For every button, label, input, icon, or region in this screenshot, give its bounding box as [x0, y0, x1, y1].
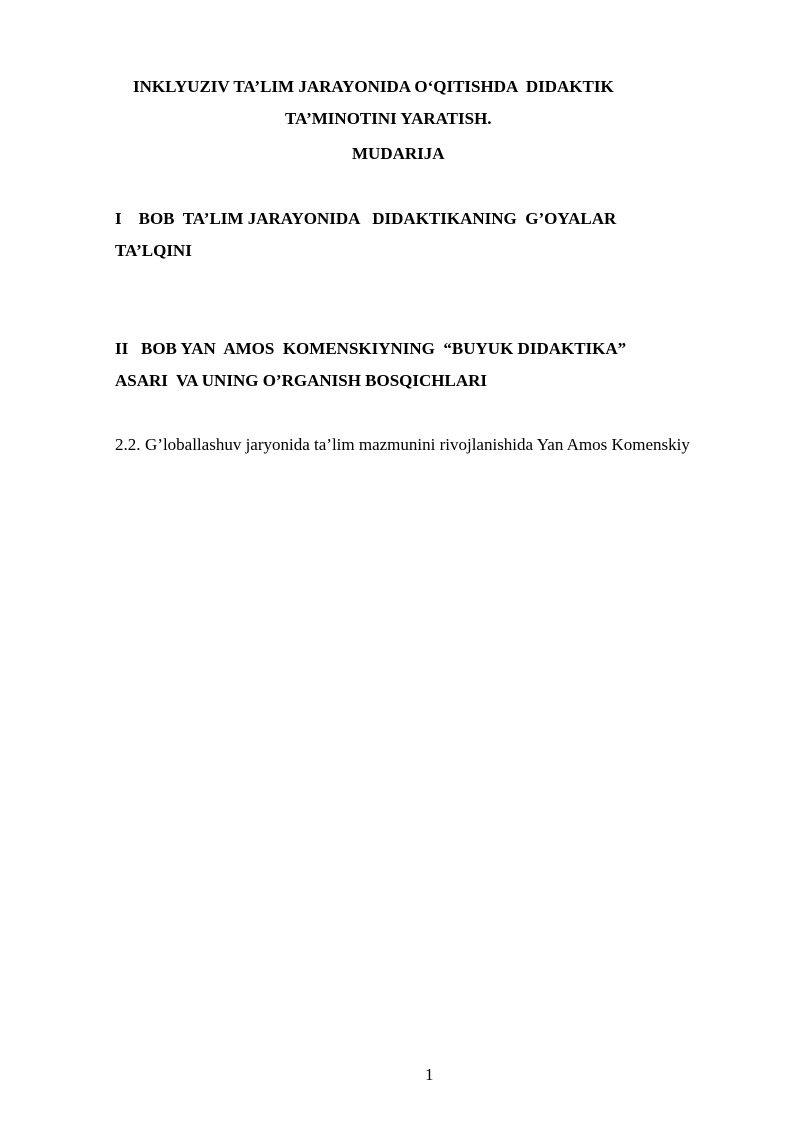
toc-entry-section-2-2[interactable]	[115, 467, 745, 489]
toc-entry-section-2-2-line1[interactable]	[115, 434, 690, 456]
toc-chapter1-title-line2: TA’LQINI	[115, 241, 192, 260]
toc-entry-section-1-1[interactable]	[115, 272, 745, 294]
toc-entry-references[interactable]	[115, 532, 745, 554]
page-number: 1	[425, 1065, 434, 1084]
toc-entry-label: G’loballashuv jaryonida ta’lim mazmunini rivojlanishida Yan Amos Komenskiy	[145, 435, 690, 454]
toc-entry-section-2-1[interactable]	[115, 403, 745, 425]
toc-entry-number: 2.2.	[115, 435, 141, 454]
contents-heading: MUDARIJA	[352, 144, 445, 163]
toc-chapter2-title-line1[interactable]: II BOB YAN AMOS KOMENSKIYNING “BUYUK DIDAKTIKA”	[115, 339, 627, 358]
toc-entry-conclusions[interactable]	[115, 500, 745, 522]
document-title-line2: TA’MINOTINI YARATISH.	[285, 109, 492, 128]
toc-chapter2-title-line2: ASARI VA UNING O’RGANISH BOSQICHLARI	[115, 371, 488, 390]
toc-entry-intro[interactable]	[118, 175, 745, 197]
toc-chapter1-title-line1[interactable]: I BOB TA’LIM JARAYONIDA DIDAKTIKANING G’OYALAR	[115, 209, 617, 228]
document-title-line1: INKLYUZIV TA’LIM JARAYONIDA O‘QITISHDA DIDAKTIK	[133, 77, 614, 96]
toc-entry-section-1-2[interactable]	[115, 305, 745, 327]
